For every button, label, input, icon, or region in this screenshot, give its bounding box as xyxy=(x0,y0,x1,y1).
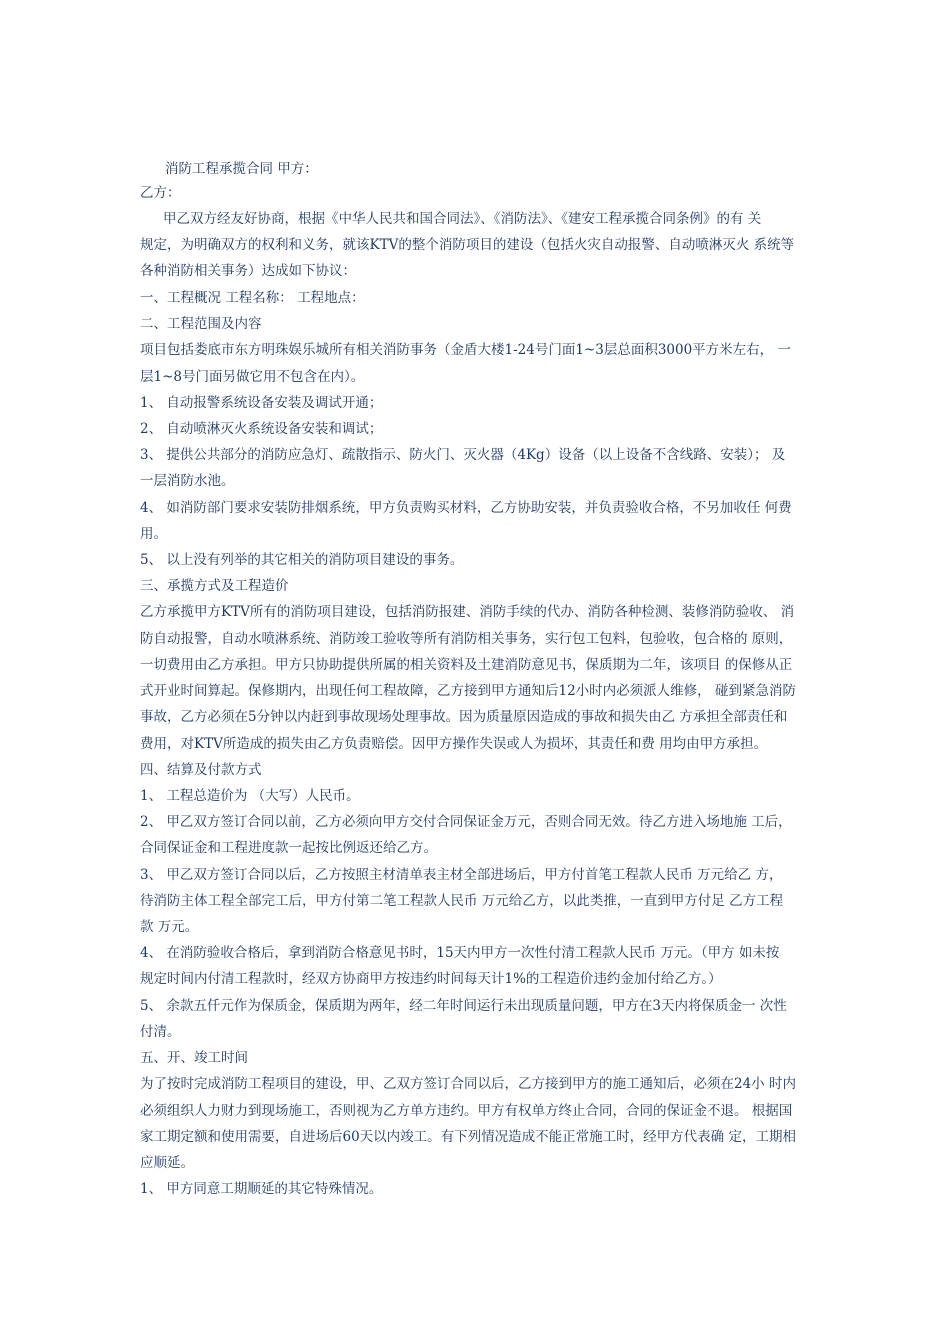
text-line: 必须组织人力财力到现场施工，否则视为乙方单方违约。甲方有权单方终止合同，合同的保证金不退。 根据国 xyxy=(140,1103,793,1119)
list-item: 1、 自动报警系统设备安装及调试开通； xyxy=(140,395,383,411)
text-line: 费用，对KTV所造成的损失由乙方负责赔偿。因甲方操作失误或人为损坏，其责任和费 用均由甲方承担。 xyxy=(140,736,768,752)
section-heading: 三、承揽方式及工程造价 xyxy=(140,578,289,594)
text-line: 家工期定额和使用需要，自进场后60天以内竣工。有下列情况造成不能正常施工时，经甲方代表确 定，工期相 xyxy=(140,1129,796,1145)
list-item: 3、 提供公共部分的消防应急灯、疏散指示、防火门、灭火器（4Kg）设备（以上设备不含线路、安装）； 及 xyxy=(140,447,786,463)
list-item: 4、 如消防部门要求安装防排烟系统，甲方负责购买材料，乙方协助安装，并负责验收合格，不另加收任 何费 xyxy=(140,500,792,516)
section-heading: 五、开、竣工时间 xyxy=(140,1050,248,1066)
text-line: 合同保证金和工程进度款一起按比例返还给乙方。 xyxy=(140,840,437,856)
text-line: 甲乙双方经友好协商，根据《中华人民共和国合同法》、《消防法》、《建安工程承揽合同条例》的有 关 xyxy=(163,211,762,227)
text-line: 规定时间内付清工程款时，经双方协商甲方按违约时间每天计1%的工程造价违约金加付给乙方。） xyxy=(140,971,722,987)
section-heading: 四、结算及付款方式 xyxy=(140,762,262,778)
text-line: 应顺延。 xyxy=(140,1155,194,1171)
party-b-line: 乙方： xyxy=(140,185,181,201)
text-line: 付清。 xyxy=(140,1024,181,1040)
text-line: 乙方承揽甲方KTV所有的消防项目建设，包括消防报建、消防手续的代办、消防各种检测、装修消防验收、 消 xyxy=(140,604,795,620)
list-item: 2、 甲乙双方签订合同以前，乙方必须向甲方交付合同保证金万元，否则合同无效。待乙方进入场地施 工后， xyxy=(140,814,792,830)
list-item: 1、 甲方同意工期顺延的其它特殊情况。 xyxy=(140,1181,383,1197)
text-line: 防自动报警，自动水喷淋系统、消防竣工验收等所有消防相关事务，实行包工包料，包验收，包合格的 原则， xyxy=(140,631,793,647)
text-line: 事故，乙方必须在5分钟以内赶到事故现场处理事故。因为质量原因造成的事故和损失由乙 方承担全部责任和 xyxy=(140,709,788,725)
text-line: 式开业时间算起。保修期内，出现任何工程故障，乙方接到甲方通知后12小时内必须派人维修， 碰到紧急消防 xyxy=(140,683,796,699)
text-line: 款 万元。 xyxy=(140,919,199,935)
text-line: 一切费用由乙方承担。甲方只协助提供所属的相关资料及土建消防意见书，保质期为二年，该项目 的保修从正 xyxy=(140,657,793,673)
text-line: 一层消防水池。 xyxy=(140,473,235,489)
text-line: 层1~8号门面另做它用不包含在内）。 xyxy=(140,369,365,385)
text-line: 项目包括娄底市东方明珠娱乐城所有相关消防事务（金盾大楼1-24号门面1~3层总面积3000平方米左右， 一 xyxy=(140,342,791,358)
text-line: 各种消防相关事务）达成如下协议： xyxy=(140,263,356,279)
text-line: 为了按时完成消防工程项目的建设，甲、乙双方签订合同以后，乙方接到甲方的施工通知后，必须在24小 时内 xyxy=(140,1076,796,1092)
text-line: 用。 xyxy=(140,526,167,542)
list-item: 4、 在消防验收合格后，拿到消防合格意见书时，15天内甲方一次性付清工程款人民币 万元。（甲方 如未按 xyxy=(140,945,780,961)
section-heading: 一、工程概况 工程名称： 工程地点： xyxy=(140,290,365,306)
list-item: 5、 以上没有列举的其它相关的消防项目建设的事务。 xyxy=(140,552,464,568)
list-item: 5、 余款五仟元作为保质金，保质期为两年，经二年时间运行未出现质量问题，甲方在3天内将保质金一 次性 xyxy=(140,998,787,1014)
text-line: 规定，为明确双方的权利和义务，就该KTV的整个消防项目的建设（包括火灾自动报警、自动喷淋灭火 系统等 xyxy=(140,237,795,253)
text-line: 待消防主体工程全部完工后，甲方付第二笔工程款人民币 万元给乙方，以此类推，一直到甲方付足 乙方工程 xyxy=(140,893,784,909)
list-item: 2、 自动喷淋灭火系统设备安装和调试； xyxy=(140,421,383,437)
section-heading: 二、工程范围及内容 xyxy=(140,316,262,332)
list-item: 3、 甲乙双方签订合同以后，乙方按照主材清单表主材全部进场后，甲方付首笔工程款人民币 万元给乙 方， xyxy=(140,867,783,883)
contract-title-line: 消防工程承揽合同 甲方： xyxy=(165,161,318,177)
list-item: 1、 工程总造价为 （大写）人民币。 xyxy=(140,788,360,804)
